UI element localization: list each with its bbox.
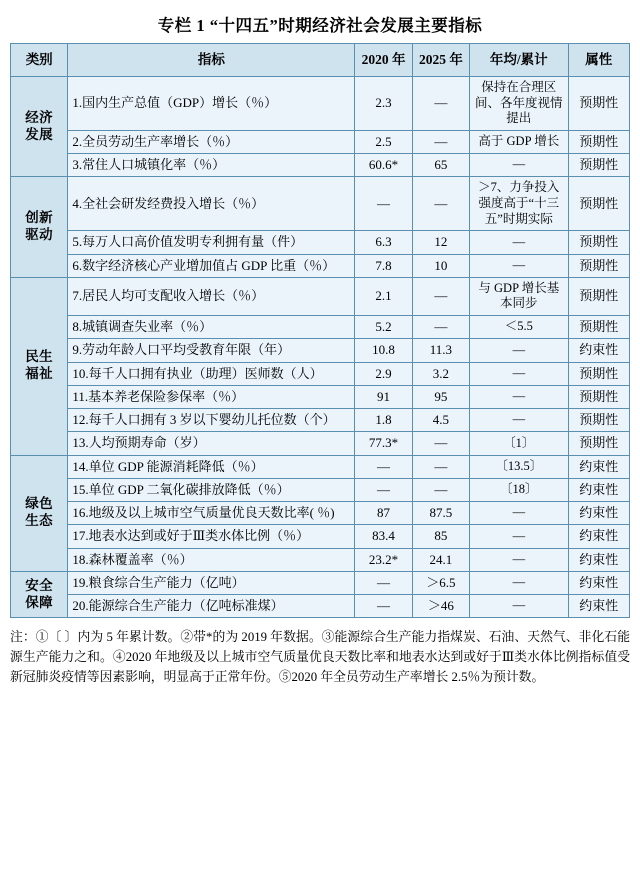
value-2020: 2.3 xyxy=(355,77,412,131)
indicator-cell: 2.全员劳动生产率增长（％） xyxy=(68,130,355,153)
value-2020: 7.8 xyxy=(355,254,412,277)
value-2025: — xyxy=(412,277,469,315)
attribute-cell: 约束性 xyxy=(568,502,630,525)
table-row xyxy=(11,502,630,525)
value-2025: 95 xyxy=(412,385,469,408)
indicator-cell: 7.居民人均可支配收入增长（％） xyxy=(68,277,355,315)
table-row xyxy=(11,432,630,455)
indicator-cell: 17.地表水达到或好于Ⅲ类水体比例（％） xyxy=(68,525,355,548)
value-2020: — xyxy=(355,478,412,501)
attribute-cell: 预期性 xyxy=(568,409,630,432)
attribute-cell: 约束性 xyxy=(568,478,630,501)
indicator-cell: 15.单位 GDP 二氧化碳排放降低（％） xyxy=(68,478,355,501)
average-cell: — xyxy=(470,362,568,385)
table-row xyxy=(11,77,630,131)
average-cell: 与 GDP 增长基本同步 xyxy=(470,277,568,315)
category-cell-economic: 经济 发展 xyxy=(11,77,68,177)
indicator-cell: 12.每千人口拥有 3 岁以下婴幼儿托位数（个） xyxy=(68,409,355,432)
value-2025: — xyxy=(412,432,469,455)
average-cell: 〔13.5〕 xyxy=(470,455,568,478)
notes-text: 注：①〔 〕内为 5 年累计数。②带*的为 2019 年数据。③能源综合生产能力指煤炭、石油、天然气、非化石能源生产能力之和。④2020 年地级及以上城市空气质量优良天数比率和地表水达到或好于Ⅲ类水体比例指标值受新冠肺炎疫情等因素影响，明显高于正常年份。⑤2020 年全员劳动生产率增长 2.5％为预计数。 xyxy=(10,630,630,684)
indicator-cell: 6.数字经济核心产业增加值占 GDP 比重（％） xyxy=(68,254,355,277)
attribute-cell: 预期性 xyxy=(568,277,630,315)
value-2025: — xyxy=(412,478,469,501)
value-2025: 24.1 xyxy=(412,548,469,571)
indicator-cell: 11.基本养老保险参保率（％） xyxy=(68,385,355,408)
indicator-cell: 3.常住人口城镇化率（％） xyxy=(68,154,355,177)
value-2020: 10.8 xyxy=(355,339,412,362)
average-cell: — xyxy=(470,571,568,594)
value-2025: — xyxy=(412,316,469,339)
table-row xyxy=(11,130,630,153)
average-cell: — xyxy=(470,231,568,254)
attribute-cell: 约束性 xyxy=(568,525,630,548)
value-2025: — xyxy=(412,77,469,131)
value-2025: 87.5 xyxy=(412,502,469,525)
table-header xyxy=(11,44,630,77)
value-2025: 10 xyxy=(412,254,469,277)
attribute-cell: 预期性 xyxy=(568,385,630,408)
indicator-cell: 20.能源综合生产能力（亿吨标准煤） xyxy=(68,595,355,618)
value-2020: 83.4 xyxy=(355,525,412,548)
table-body xyxy=(11,77,630,618)
table-row xyxy=(11,525,630,548)
table-row xyxy=(11,595,630,618)
table-row xyxy=(11,571,630,594)
attribute-cell: 约束性 xyxy=(568,548,630,571)
indicator-cell: 14.单位 GDP 能源消耗降低（％） xyxy=(68,455,355,478)
table-row xyxy=(11,154,630,177)
indicator-cell: 10.每千人口拥有执业（助理）医师数（人） xyxy=(68,362,355,385)
value-2025: — xyxy=(412,177,469,231)
table-notes xyxy=(10,628,630,687)
average-cell: — xyxy=(470,254,568,277)
indicator-cell: 18.森林覆盖率（％） xyxy=(68,548,355,571)
indicator-cell: 1.国内生产总值（GDP）增长（％） xyxy=(68,77,355,131)
attribute-cell: 约束性 xyxy=(568,595,630,618)
average-cell: 〔18〕 xyxy=(470,478,568,501)
attribute-cell: 约束性 xyxy=(568,339,630,362)
table-row xyxy=(11,385,630,408)
value-2020: — xyxy=(355,595,412,618)
average-cell: 〔1〕 xyxy=(470,432,568,455)
average-cell: ＞7、力争投入强度高于“十三五”时期实际 xyxy=(470,177,568,231)
value-2025: 65 xyxy=(412,154,469,177)
header-indicator: 指标 xyxy=(68,44,355,77)
attribute-cell: 预期性 xyxy=(568,254,630,277)
header-year-2020: 2020 年 xyxy=(355,44,412,77)
value-2025: — xyxy=(412,455,469,478)
table-row xyxy=(11,362,630,385)
value-2020: 87 xyxy=(355,502,412,525)
value-2020: 2.9 xyxy=(355,362,412,385)
table-row xyxy=(11,455,630,478)
average-cell: 高于 GDP 增长 xyxy=(470,130,568,153)
average-cell: — xyxy=(470,154,568,177)
attribute-cell: 约束性 xyxy=(568,571,630,594)
table-row xyxy=(11,409,630,432)
table-row xyxy=(11,177,630,231)
value-2025: 11.3 xyxy=(412,339,469,362)
attribute-cell: 预期性 xyxy=(568,77,630,131)
header-average: 年均/累计 xyxy=(470,44,568,77)
table-row xyxy=(11,478,630,501)
category-cell-security: 安全 保障 xyxy=(11,571,68,618)
value-2025: 85 xyxy=(412,525,469,548)
average-cell: — xyxy=(470,595,568,618)
value-2020: 1.8 xyxy=(355,409,412,432)
attribute-cell: 预期性 xyxy=(568,154,630,177)
value-2020: 6.3 xyxy=(355,231,412,254)
attribute-cell: 预期性 xyxy=(568,432,630,455)
average-cell: — xyxy=(470,525,568,548)
average-cell: ＜5.5 xyxy=(470,316,568,339)
attribute-cell: 约束性 xyxy=(568,455,630,478)
table-row xyxy=(11,231,630,254)
page-title: 专栏 1 “十四五”时期经济社会发展主要指标 xyxy=(157,16,483,35)
indicator-cell: 9.劳动年龄人口平均受教育年限（年） xyxy=(68,339,355,362)
value-2020: 60.6* xyxy=(355,154,412,177)
table-row xyxy=(11,254,630,277)
average-cell: — xyxy=(470,409,568,432)
attribute-cell: 预期性 xyxy=(568,231,630,254)
value-2025: — xyxy=(412,130,469,153)
table-row xyxy=(11,548,630,571)
value-2020: 2.5 xyxy=(355,130,412,153)
average-cell: — xyxy=(470,548,568,571)
indicator-cell: 4.全社会研发经费投入增长（％） xyxy=(68,177,355,231)
attribute-cell: 预期性 xyxy=(568,177,630,231)
header-year-2025: 2025 年 xyxy=(412,44,469,77)
indicators-table xyxy=(10,43,630,618)
value-2020: — xyxy=(355,571,412,594)
average-cell: — xyxy=(470,339,568,362)
category-cell-green: 绿色 生态 xyxy=(11,455,68,571)
value-2025: 12 xyxy=(412,231,469,254)
table-row xyxy=(11,339,630,362)
indicator-cell: 13.人均预期寿命（岁） xyxy=(68,432,355,455)
attribute-cell: 预期性 xyxy=(568,130,630,153)
indicator-cell: 8.城镇调查失业率（％） xyxy=(68,316,355,339)
indicator-cell: 19.粮食综合生产能力（亿吨） xyxy=(68,571,355,594)
value-2020: 91 xyxy=(355,385,412,408)
table-row xyxy=(11,316,630,339)
attribute-cell: 预期性 xyxy=(568,362,630,385)
average-cell: — xyxy=(470,385,568,408)
value-2020: — xyxy=(355,177,412,231)
value-2020: 2.1 xyxy=(355,277,412,315)
table-header-row xyxy=(11,44,630,77)
value-2025: 3.2 xyxy=(412,362,469,385)
indicator-cell: 16.地级及以上城市空气质量优良天数比率( ％) xyxy=(68,502,355,525)
header-attribute: 属性 xyxy=(568,44,630,77)
header-category: 类别 xyxy=(11,44,68,77)
average-cell: — xyxy=(470,502,568,525)
average-cell: 保持在合理区间、各年度视情提出 xyxy=(470,77,568,131)
category-cell-livelihood: 民生 福祉 xyxy=(11,277,68,455)
value-2020: 77.3* xyxy=(355,432,412,455)
value-2025: ＞46 xyxy=(412,595,469,618)
value-2020: 23.2* xyxy=(355,548,412,571)
table-row xyxy=(11,277,630,315)
value-2020: 5.2 xyxy=(355,316,412,339)
value-2025: 4.5 xyxy=(412,409,469,432)
indicator-cell: 5.每万人口高价值发明专利拥有量（件） xyxy=(68,231,355,254)
value-2025: ＞6.5 xyxy=(412,571,469,594)
attribute-cell: 预期性 xyxy=(568,316,630,339)
category-cell-innovation: 创新 驱动 xyxy=(11,177,68,277)
value-2020: — xyxy=(355,455,412,478)
